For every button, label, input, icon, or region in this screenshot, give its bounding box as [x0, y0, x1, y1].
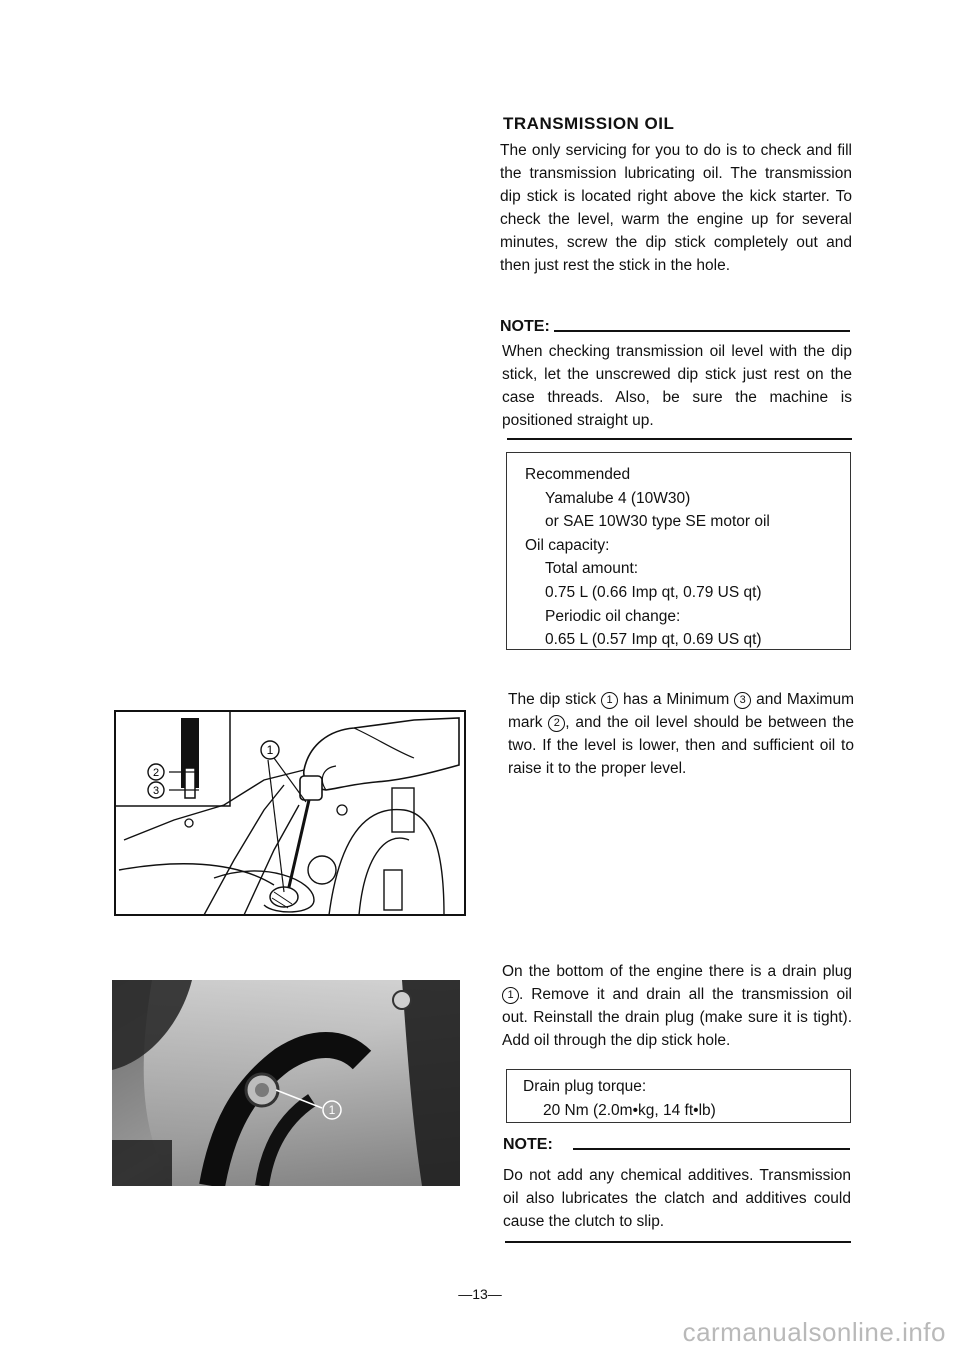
torque-spec-box [506, 1069, 851, 1123]
note-end-rule-2 [505, 1241, 851, 1243]
note-end-rule [507, 438, 852, 440]
note-text: When checking transmission oil level with the dip stick, let the unscrewed dip stick just rest on the case threads. Also, be sure the machine is positioned straight up. [502, 343, 852, 429]
recommended-label: Recommended [525, 466, 631, 483]
capacity-label: Oil capacity: [525, 536, 610, 554]
oil-alternative: or SAE 10W30 type SE motor oil [545, 513, 770, 531]
note-label: NOTE: [500, 318, 550, 335]
dipstick-paragraph: The dip stick 1 has a Minimum 3 and Maximum mark 2 , and the oil level should be between the two. If the level is lower, then and sufficient oil to raise it to the proper level. [508, 691, 855, 777]
note-label-2: NOTE: [503, 1136, 553, 1153]
section-title: TRANSMISSION OIL [503, 114, 675, 133]
photo-callout-1-text: 1 [328, 1103, 336, 1117]
page-number: —13— [458, 1286, 502, 1302]
note-heading-2 [503, 1136, 850, 1154]
intro-paragraph: The only servicing for you to do is to check and fill the transmission lubricating oil. The transmission dip stick is located right above the kick starter. To check the level, warm the engine up for several minutes, screw the dip stick completely out and then just rest the stick in the hole. [500, 142, 852, 274]
oil-spec-box [506, 452, 851, 650]
periodic-change-label: Periodic oil change: [545, 607, 681, 625]
periodic-change-value: 0.65 L (0.57 Imp qt, 0.69 US qt) [545, 631, 762, 649]
note-rule [554, 330, 850, 332]
note-rule-2 [573, 1148, 850, 1150]
drain-plug-photo [112, 980, 460, 1186]
callout-ref: 3 [734, 692, 751, 709]
callout-ref: 1 [502, 987, 519, 1004]
torque-value: 20 Nm (2.0m•kg, 14 ft•lb) [543, 1101, 716, 1119]
torque-label: Drain plug torque: [523, 1078, 647, 1095]
oil-brand: Yamalube 4 (10W30) [545, 489, 691, 507]
note-heading [500, 318, 850, 336]
dipstick-diagram [114, 710, 466, 918]
total-amount-label: Total amount: [545, 560, 639, 578]
watermark: carmanualsonline.info [682, 1317, 946, 1347]
note-text-2: Do not add any chemical additives. Transmission oil also lubricates the clatch and additives could cause the clutch to slip. [503, 1167, 851, 1230]
total-amount-value: 0.75 L (0.66 Imp qt, 0.79 US qt) [545, 583, 762, 601]
drain-paragraph: On the bottom of the engine there is a drain plug 1 . Remove it and drain all the transmission oil out. Reinstall the drain plug (make sure it is tight). Add oil through the dip stick hole. [502, 963, 852, 1049]
callout-1-text: 1 [266, 743, 274, 757]
callout-2-text: 2 [152, 767, 160, 779]
callout-ref: 2 [548, 715, 565, 732]
callout-3-text: 3 [152, 785, 160, 797]
callout-ref: 1 [601, 692, 618, 709]
